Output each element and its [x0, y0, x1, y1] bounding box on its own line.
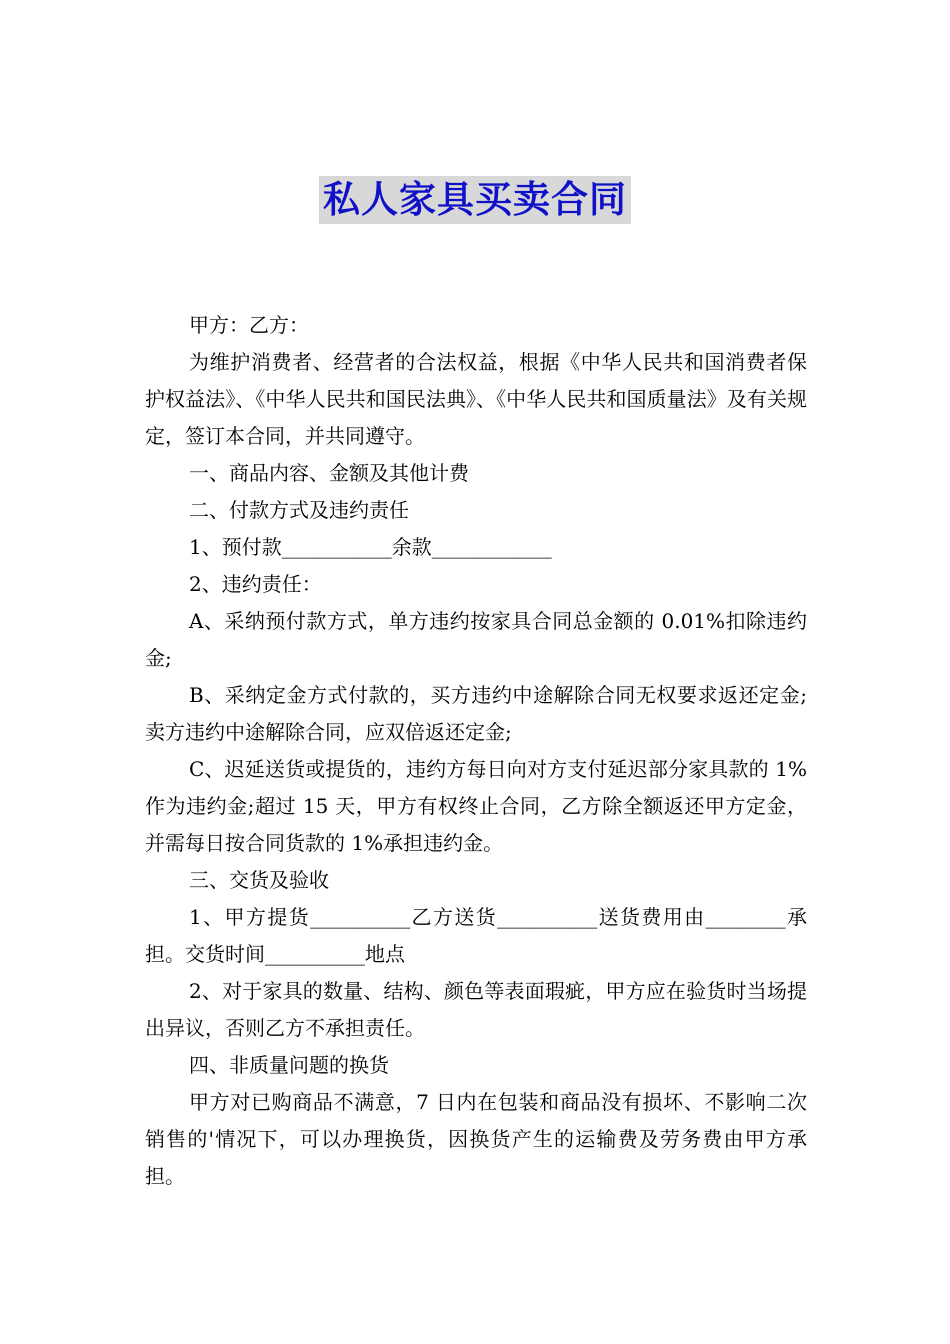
clause-delivery: 1、甲方提货__________乙方送货__________送货费用由________承担。交货时间__________地点 — [145, 905, 807, 966]
party-line: 甲方：乙方： — [189, 313, 309, 337]
document-body — [145, 307, 807, 1195]
preamble-paragraph: 为维护消费者、经营者的合法权益，根据《中华人民共和国消费者保护权益法》、《中华人民共和国民法典》、《中华人民共和国质量法》及有关规定，签订本合同，并共同遵守。 — [145, 350, 807, 448]
section-heading-2: 二、付款方式及违约责任 — [189, 498, 409, 522]
clause-inspection: 2、对于家具的数量、结构、颜色等表面瑕疵，甲方应在验货时当场提出异议，否则乙方不承担责任。 — [145, 979, 807, 1040]
clause-liability-heading: 2、违约责任： — [189, 572, 322, 596]
section-heading-1: 一、商品内容、金额及其他计费 — [189, 461, 469, 485]
section-heading-3: 三、交货及验收 — [189, 868, 329, 892]
clause-a: A、采纳预付款方式，单方违约按家具合同总金额的 0.01%扣除违约金; — [145, 609, 807, 670]
title-container — [0, 176, 950, 224]
clause-c: C、迟延送货或提货的，违约方每日向对方支付延迟部分家具款的 1%作为违约金;超过 15 天，甲方有权终止合同，乙方除全额返还甲方定金，并需每日按合同货款的 1%承担违约金。 — [145, 757, 807, 855]
section-heading-4: 四、非质量问题的换货 — [189, 1053, 389, 1077]
clause-b: B、采纳定金方式付款的，买方违约中途解除合同无权要求返还定金;卖方违约中途解除合同，应双倍返还定金; — [145, 683, 807, 744]
document-title: 私人家具买卖合同 — [319, 176, 631, 224]
clause-exchange: 甲方对已购商品不满意，7 日内在包装和商品没有损坏、不影响二次销售的'情况下，可以办理换货，因换货产生的运输费及劳务费由甲方承担。 — [145, 1090, 807, 1188]
clause-prepayment: 1、预付款___________余款____________ — [189, 535, 552, 559]
